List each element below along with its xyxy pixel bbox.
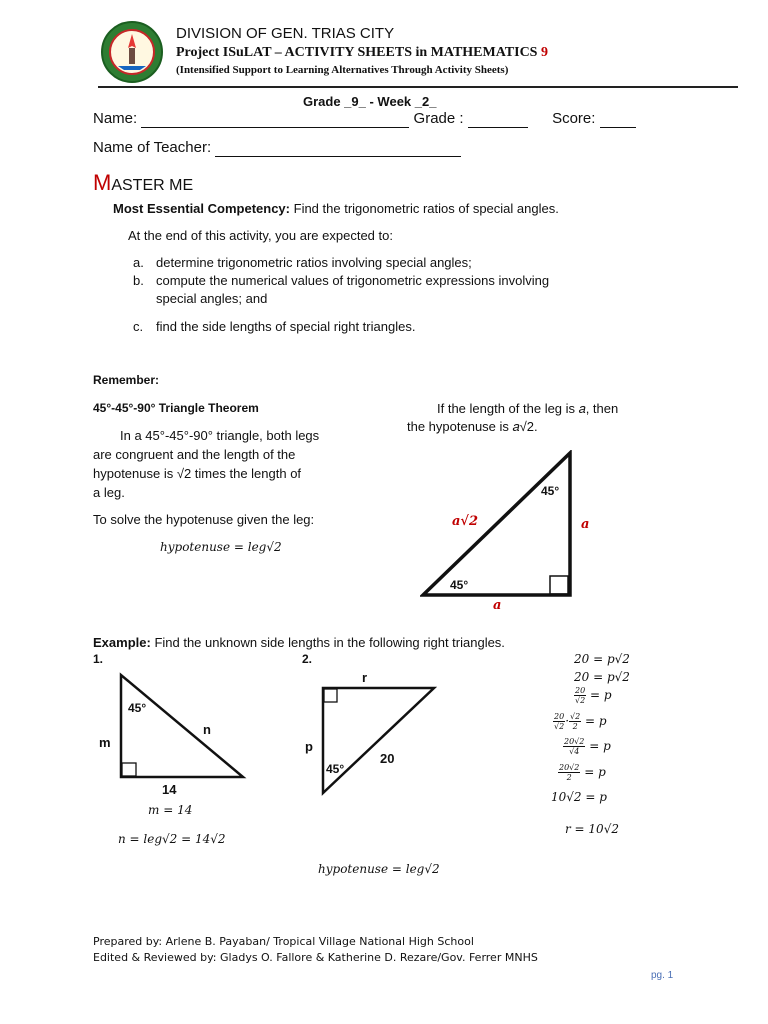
grade-week-line: Grade _9_ - Week _2_ (303, 94, 437, 109)
page-number: pg. 1 (651, 970, 674, 981)
solution-1-n: n = leg√2 = 14√2 (118, 832, 226, 846)
example-text: Find the unknown side lengths in the following right triangles. (154, 635, 505, 650)
solution-2-line-6 (558, 763, 606, 782)
theorem-line-1: In a 45°-45°-90° triangle, both legs (120, 428, 320, 443)
division-seal-logo (100, 20, 164, 84)
example-triangle-2-outline (323, 688, 434, 793)
leg-hypotenuse-line-2: the hypotenuse is 𝑎√2. (407, 419, 538, 434)
example-triangle-2 (320, 685, 438, 797)
name-row (93, 110, 636, 128)
prepared-by: Prepared by: Arlene B. Payaban/ Tropical Village National High School (93, 935, 474, 948)
triangle-leg-right-label: a (581, 517, 590, 532)
hypotenuse-formula: hypotenuse = leg√2 (160, 540, 282, 554)
t2-r-label: r (362, 670, 368, 685)
example-number-2: 2. (302, 652, 313, 666)
expect-intro: At the end of this activity, you are expected to: (128, 228, 393, 243)
objective-b-text: compute the numerical values of trigonometric expressions involving (156, 273, 550, 288)
frac-num: √2 (570, 712, 581, 721)
score-field[interactable] (600, 110, 636, 128)
leg-hypotenuse-line-1: If the length of the leg is 𝑎, then (437, 401, 619, 416)
frac-20-over-root2 (574, 686, 586, 705)
solve-hypotenuse-text: To solve the hypotenuse given the leg: (93, 512, 315, 527)
triangle-angle-top: 45° (541, 484, 560, 498)
hypotenuse-formula-bottom: hypotenuse = leg√2 (318, 862, 440, 876)
solution-2-line-5 (563, 737, 611, 756)
header-divider (98, 86, 738, 88)
frac-den: 2 (566, 773, 572, 782)
frac-num: 20 (554, 712, 565, 721)
project-grade: 9 (540, 45, 548, 60)
triangle-outline (423, 453, 570, 595)
project-title-text: Project ISuLAT – ACTIVITY SHEETS in MATHEMATICS (176, 45, 538, 60)
teacher-label: Name of Teacher: (93, 139, 212, 156)
frac-den: √4 (569, 747, 580, 756)
frac-num: 20√2 (559, 763, 580, 772)
project-subtitle: (Intensified Support to Learning Alternatives Through Activity Sheets) (176, 64, 509, 76)
solution-2-line-1: 20 = p√2 (574, 652, 630, 666)
solution-2-r: r = 10√2 (565, 822, 619, 836)
objective-c-text: find the side lengths of special right triangles. (156, 319, 416, 334)
frac-20root2-over-2 (558, 763, 580, 782)
t2-angle: 45° (326, 762, 345, 776)
solution-2-line-5-rhs: = p (589, 739, 611, 753)
theorem-line-4: a leg. (93, 485, 125, 500)
grade-label: Grade : (413, 110, 464, 127)
example-label: Example: (93, 635, 151, 650)
special-triangle-diagram (420, 450, 575, 600)
t2-p-label: p (305, 739, 313, 754)
solution-2-line-3 (574, 686, 612, 705)
competency-label: Most Essential Competency: (113, 201, 290, 216)
triangle-hypotenuse-label: a√2 (452, 514, 479, 529)
objective-b-letter: b. (133, 273, 144, 288)
solution-2-line-3-rhs: = p (590, 688, 612, 702)
frac-root2-over-2 (569, 712, 581, 731)
frac-den: 2 (572, 722, 578, 731)
frac-num: 20 (575, 686, 586, 695)
theorem-line-3: hypotenuse is √2 times the length of (93, 466, 302, 481)
teacher-row (93, 139, 461, 157)
section-title-initial: M (93, 170, 112, 195)
competency-text: Find the trigonometric ratios of special angles. (293, 201, 559, 216)
example-triangle-1 (118, 672, 248, 780)
theorem-line-2: are congruent and the length of the (93, 447, 296, 462)
theorem-title: 45°-45°-90° Triangle Theorem (93, 401, 259, 415)
frac-20root2-over-root4 (563, 737, 585, 756)
t1-n-label: n (203, 722, 211, 737)
right-angle-marker (550, 576, 568, 594)
example-triangle-1-right-angle (122, 763, 136, 776)
solution-2-line-4-rhs: = p (585, 714, 607, 728)
example-triangle-1-outline (121, 675, 243, 777)
triangle-leg-bottom-label: a (493, 598, 502, 613)
triangle-angle-bottom: 45° (450, 578, 469, 592)
example-triangle-2-right-angle (324, 689, 337, 702)
solution-2-line-4: $\frac{20}{√2}$ · $\frac{√2}{2}$ = p (554, 712, 607, 731)
remember-label: Remember: (93, 373, 160, 387)
t1-m-label: m (99, 735, 111, 750)
t2-hyp-label: 20 (380, 751, 395, 766)
name-label: Name: (93, 110, 138, 127)
frac-num: 20√2 (564, 737, 585, 746)
frac-den: √2 (575, 696, 586, 705)
objective-b-text-cont: special angles; and (156, 291, 268, 306)
solution-2-line-6-rhs: = p (584, 765, 606, 779)
objective-a-letter: a. (133, 255, 144, 270)
objective-a-text: determine trigonometric ratios involving special angles; (156, 255, 472, 270)
reviewed-by: Edited & Reviewed by: Gladys O. Fallore & Katherine D. Rezare/Gov. Ferrer MNHS (93, 951, 538, 964)
objective-c-letter: c. (133, 319, 144, 334)
score-label: Score: (552, 110, 596, 127)
teacher-field[interactable] (215, 139, 461, 157)
solution-2-line-7: 10√2 = p (551, 790, 607, 804)
solution-2-line-2: 20 = p√2 (574, 670, 630, 684)
grade-field[interactable] (468, 110, 528, 128)
name-field[interactable] (141, 110, 409, 128)
frac-20-over-root2-b (553, 712, 565, 731)
project-title (176, 45, 548, 61)
t1-base-label: 14 (162, 782, 177, 797)
division-title: DIVISION OF GEN. TRIAS CITY (176, 25, 395, 42)
section-title-rest: ASTER ME (111, 177, 194, 194)
solution-1-m: m = 14 (148, 803, 193, 817)
example-line (93, 635, 505, 650)
frac-den: √2 (554, 722, 565, 731)
example-number-1: 1. (93, 652, 104, 666)
competency-line (113, 201, 559, 216)
section-title (93, 170, 193, 196)
t1-angle: 45° (128, 701, 147, 715)
